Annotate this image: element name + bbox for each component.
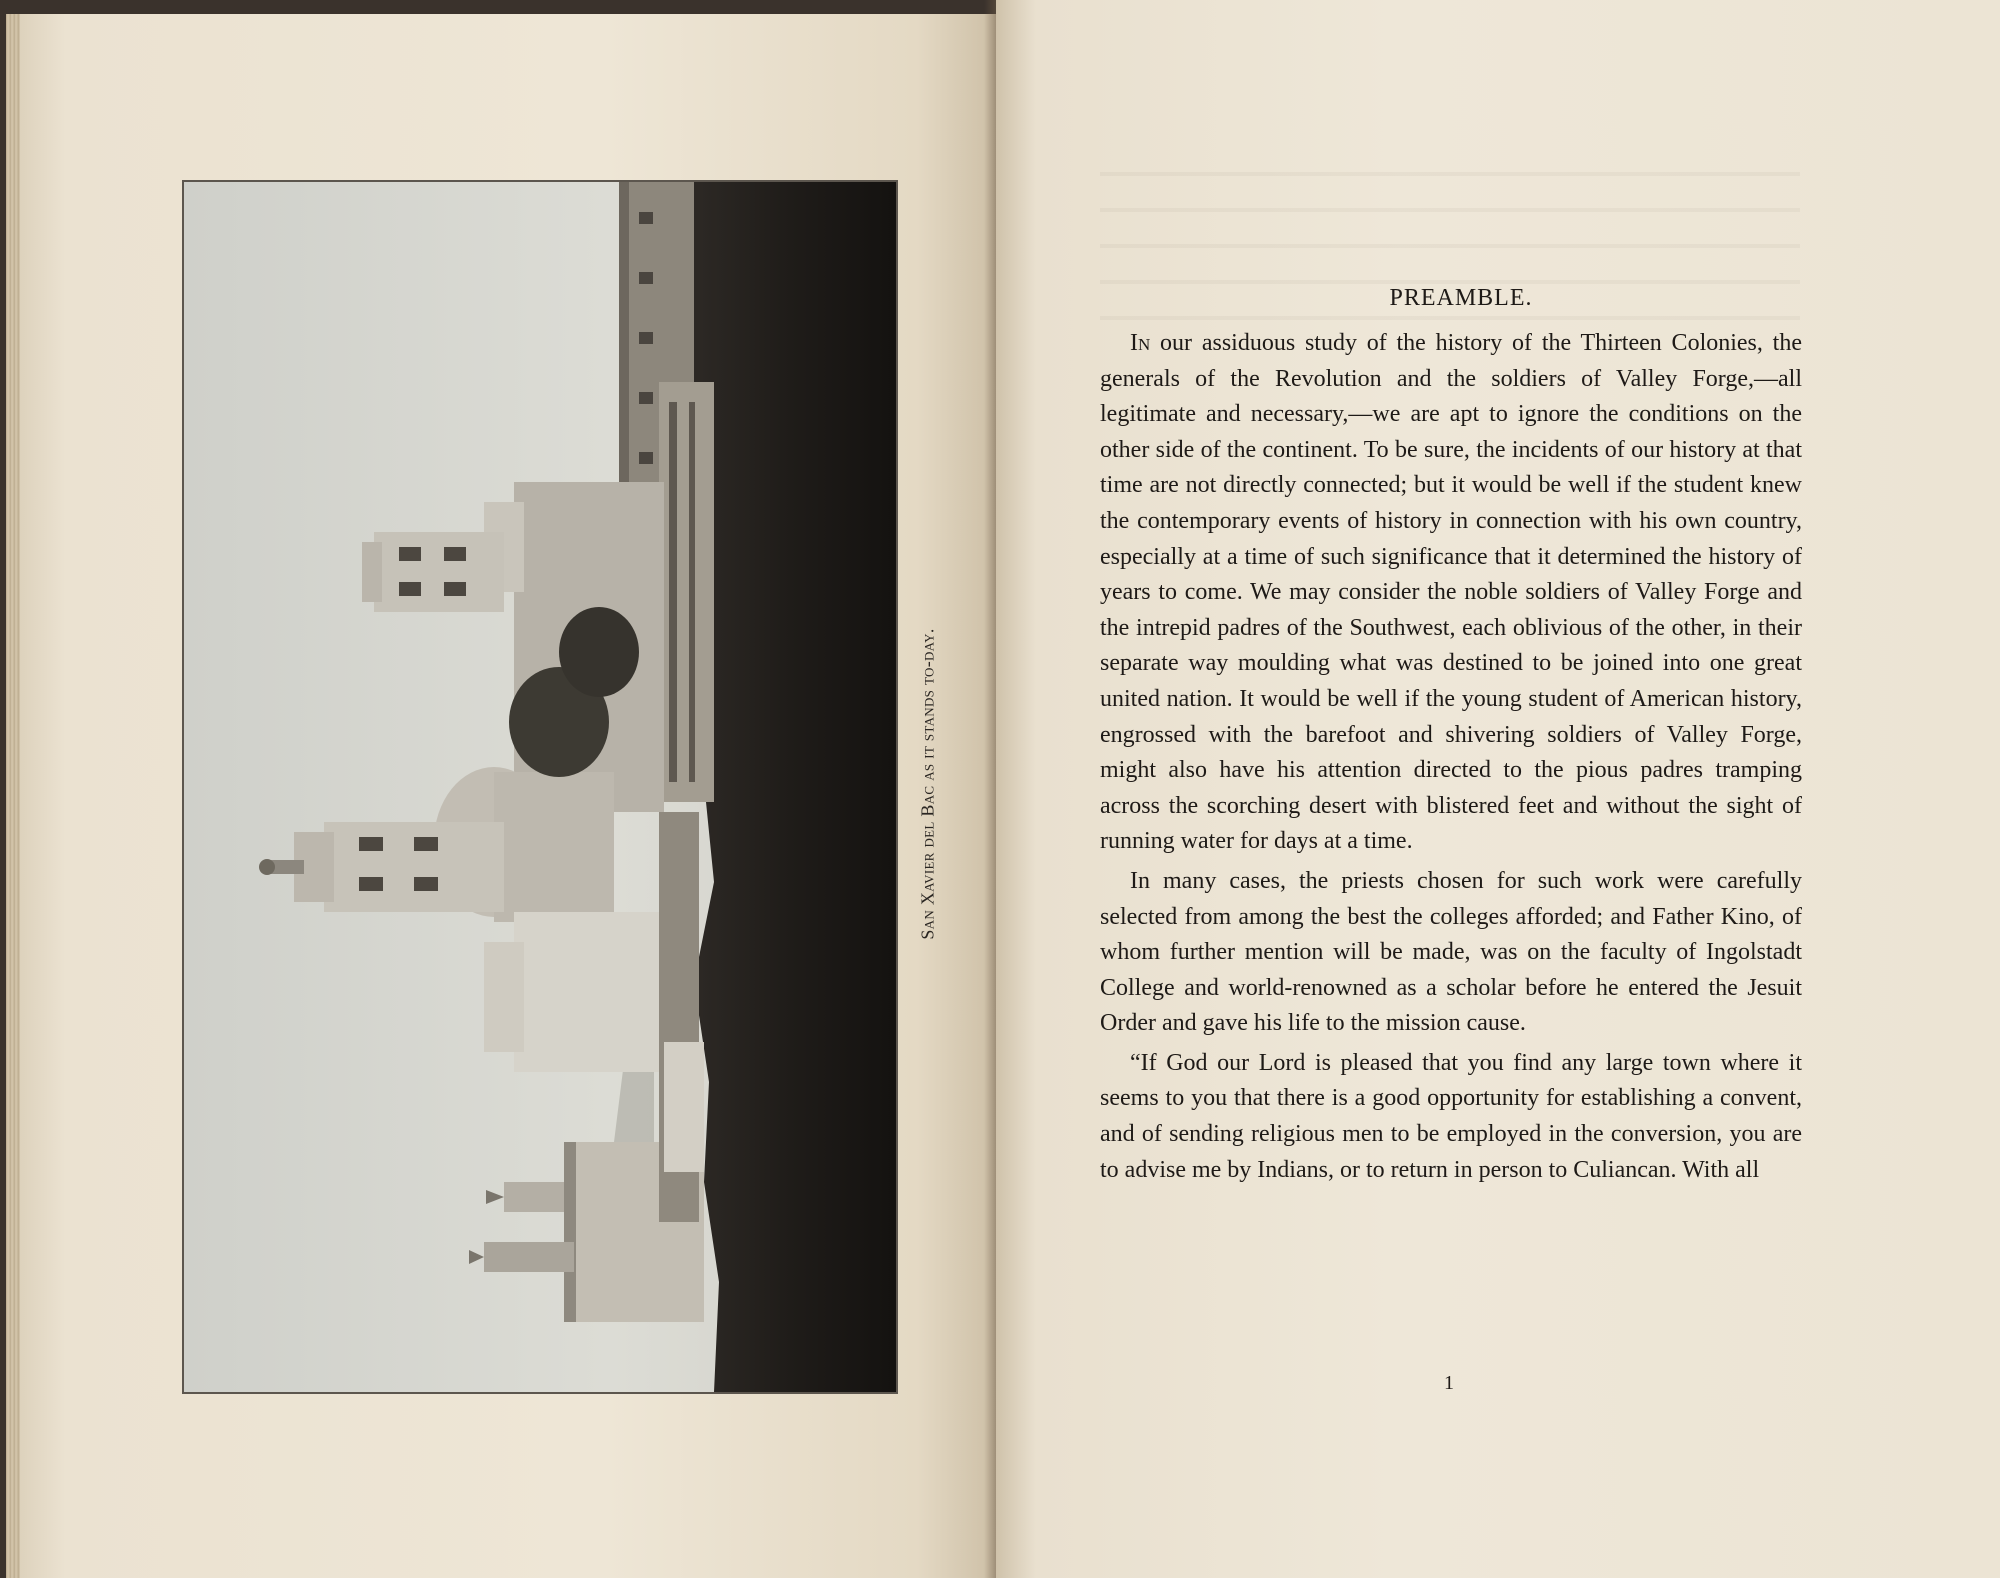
paragraph-3 xyxy=(1100,1046,1802,1188)
plate-caption xyxy=(918,594,938,974)
plate-caption-text: San Xavier del Bac as it stands to-day. xyxy=(917,628,938,940)
mission-photograph xyxy=(184,182,896,1392)
lead-word: In xyxy=(1130,330,1151,356)
paragraph-body: our assiduous study of the history of the Thirteen Colonies, the generals of the Revolution and the soldiers of Valley Forge,—all legitimate and necessary,—we are apt to ignore the conditions on the other side of the continent. To be sure, the incidents of our history at that time are not directly connected; but it would be well if the student knew the contemporary events of history in connection with his own country, especially at a time of such significance that it determined the history of years to come. We may consider the noble soldiers of Valley Forge and the intrepid padres of the Southwest, each oblivious of the other, in their separate way moulding what was destined to be joined into one great united nation. It would be well if the young student of American history, engrossed with the barefoot and shivering soldiers of Valley Forge, might also have his attention directed to the pious padres tramping across the scorching desert with blistered feet and without the sight of running water for days at a time. xyxy=(1100,330,1802,855)
photo-plate xyxy=(182,180,898,1394)
chapter-heading: PREAMBLE. xyxy=(1389,285,1533,311)
left-page xyxy=(6,14,996,1578)
paragraph-body: In many cases, the priests chosen for such work were carefully selected from among the best the colleges afforded; and Father Kino, of whom further mention will be made, was on the faculty of Ingolstadt College and world-renowned as a scholar before he entered the Jesuit Order and gave his life to the mission cause. xyxy=(1100,867,1802,1037)
paragraph-2 xyxy=(1100,864,1802,1042)
page-number: 1 xyxy=(1444,1372,1454,1394)
paragraph-body: “If God our Lord is pleased that you find any large town where it seems to you that there is a good opportunity for establishing a convent, and of sending religious men to be employed in the conversion, you are to advise me by Indians, or to return in person to Culiancan. With all xyxy=(1100,1049,1802,1183)
page-edge xyxy=(6,14,20,1578)
paragraph-1 xyxy=(1100,326,1802,860)
preamble-text xyxy=(1100,280,1802,1192)
